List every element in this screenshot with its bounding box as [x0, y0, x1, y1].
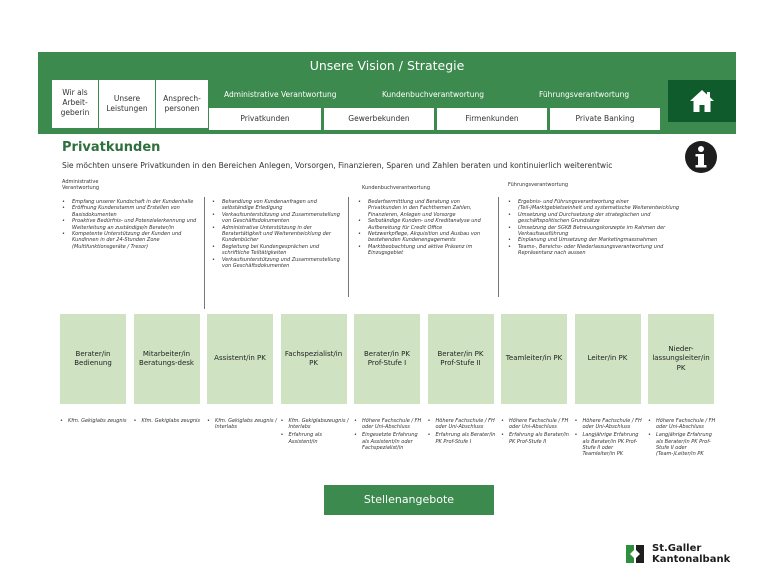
- kundenbuch-task-list: [358, 199, 486, 257]
- list-item: • Selbständige Kunden- und Kreditanalyse und Aufbereitung für Credit Office: [358, 218, 486, 231]
- role-card[interactable]: [501, 314, 567, 404]
- role-requirements: [207, 418, 277, 432]
- category-fuehrung: Führungsverantwortung: [508, 182, 569, 188]
- requirement-item: • Erfahrung als Berater/in PK Prof-Stufe II: [501, 432, 571, 444]
- role-title: Leiter/in PK: [587, 354, 628, 363]
- cell-line: Ansprech-: [163, 94, 201, 103]
- requirement-item: • Kfm. Gekiglabs zeugnis: [134, 418, 204, 424]
- logo-line: Kantonalbank: [652, 554, 731, 565]
- role-title: Teamleiter/in PK: [505, 354, 563, 363]
- role-requirements: [575, 418, 645, 459]
- list-item: • Netzwerkpflege, Akquisition und Ausbau von bestehenden Kundenengagements: [358, 231, 486, 244]
- cell-line: Unsere: [113, 94, 141, 103]
- cell-line: geberin: [60, 108, 90, 117]
- list-item: • Umsetzung und Durchsetzung der strategischen und geschäftspolitischen Grundsätze: [508, 212, 684, 225]
- fuehrung-task-list: [508, 199, 684, 257]
- requirement-item: • Höhere Fachschule / FH oder Uni-Abschluss: [575, 418, 645, 430]
- requirement-item: • Höhere Fachschule / FH oder Uni-Abschluss: [648, 418, 718, 430]
- requirement-item: • Höhere Fachschule / FH oder Uni-Abschluss: [428, 418, 498, 430]
- home-icon: [689, 88, 715, 114]
- sgkb-logo-icon: [624, 543, 646, 565]
- list-item: • Eröffnung Kundenstamm und Erstellen von Basisdokumenten: [62, 205, 197, 218]
- category-admin: Administrative Verantwortung: [62, 179, 100, 192]
- list-item: • Bedarfsermittlung und Beratung von Privatkunden in den Fachthemen Zahlen, Finanzieren, Anlegen und Vorsorge: [358, 199, 486, 218]
- list-item: • Teams-, Bereichs- oder Niederlassungsverantwortung und Repräsentanz nach aussen: [508, 244, 684, 257]
- requirement-item: • Langjährige Erfahrung als Berater/in PK Prof-Stufe II oder Teamleiter/in PK: [575, 432, 645, 457]
- requirement-item: • Kfm. Gekiglabs zeugnis: [60, 418, 130, 424]
- stellenangebote-button[interactable]: Stellenangebote: [324, 485, 494, 515]
- role-title: Nieder-lassungsleiter/in PK: [652, 344, 710, 372]
- list-item: • Marktbeobachtung und aktive Präsenz im Einzugsgebiet: [358, 244, 486, 257]
- requirement-item: • Eingesetzte Erfahrung als Assistent/in oder Fachspezialist/in: [354, 432, 424, 451]
- cell-line: personen: [164, 104, 200, 113]
- tab-privatkunden[interactable]: Privatkunden: [209, 108, 321, 130]
- section-subtitle: Sie möchten unsere Privatkunden in den Bereichen Anlegen, Vorsorgen, Finanzieren, Sparen und Zahlen beraten und kontinuierlich weiterentwic: [62, 161, 613, 170]
- requirement-item: • Erfahrung als Berater/in PK Prof-Stufe I: [428, 432, 498, 444]
- info-button[interactable]: [684, 140, 718, 174]
- role-title: Fachspezialist/in PK: [284, 349, 343, 367]
- cell-line: Arbeit-: [62, 98, 88, 107]
- list-item: • Behandlung von Kundenanfragen und selbständige Erledigung: [212, 199, 340, 212]
- role-requirements: [134, 418, 204, 426]
- admin-task-list-2: [212, 199, 340, 269]
- role-card[interactable]: [648, 314, 714, 404]
- info-icon: [684, 140, 718, 174]
- divider: [498, 197, 499, 297]
- bank-logo: [624, 543, 730, 565]
- role-requirements: [354, 418, 424, 453]
- requirement-item: • Langjährige Erfahrung als Berater/in PK Prof-Stufe II oder (Team-)Leiter/in PK: [648, 432, 718, 457]
- role-cards: [60, 314, 716, 474]
- requirement-item: • Erfahrung als Assistent/in: [281, 432, 351, 444]
- tab-gewerbekunden[interactable]: Gewerbekunden: [324, 108, 434, 130]
- requirement-item: • Kfm. Gekiglabszeugnis / Interlabs: [281, 418, 351, 430]
- list-item: • Ergebnis- und Führungsverantwortung einer (Teil-)Marktgebietseinheit und systematische Weiterentwicklung: [508, 199, 684, 212]
- nav-unsere-leistungen[interactable]: [99, 80, 155, 128]
- role-card[interactable]: [575, 314, 641, 404]
- cell-line: Leistungen: [106, 104, 148, 113]
- category-kundenbuch: Kundenbuchverantwortung: [362, 185, 431, 191]
- section-subtitle-wrap: [62, 161, 682, 170]
- page-title: Unsere Vision / Strategie: [309, 58, 465, 73]
- list-item: • Administrative Unterstützung in der Beratertätigkeit und Weiterentwicklung der Kundenbücher: [212, 225, 340, 244]
- column-kundenbuch-heading: Kundenbuchverantwortung: [382, 90, 485, 99]
- role-requirements: [281, 418, 351, 447]
- requirement-item: • Höhere Fachschule / FH oder Uni-Abschluss: [354, 418, 424, 430]
- role-title: Berater/in Bedienung: [74, 349, 112, 367]
- role-card[interactable]: [428, 314, 494, 404]
- requirement-item: • Kfm. Gekiglabs zeugnis / Interlabs: [207, 418, 277, 430]
- divider: [204, 197, 205, 309]
- section-title: Privatkunden: [62, 140, 161, 155]
- list-item: • Verkaufsunterstützung und Zusammenstellung von Geschäftsdokumenten: [212, 212, 340, 225]
- list-item: • Empfang unserer Kundschaft in der Kundenhalle: [62, 199, 197, 205]
- cell-line: Wir als: [62, 88, 88, 97]
- list-item: • Umsetzung der SGKB Betreuungskonzepte im Rahmen der Verkaufsausführung: [508, 225, 684, 238]
- list-item: • Einplanung und Umsetzung der Marketingmassnahmen: [508, 237, 684, 243]
- bank-name: [652, 543, 730, 565]
- requirement-item: • Höhere Fachschule / FH oder Uni-Abschluss: [501, 418, 571, 430]
- role-card[interactable]: [281, 314, 347, 404]
- column-admin-heading: Administrative Verantwortung: [224, 90, 337, 99]
- tab-firmenkunden[interactable]: Firmenkunden: [437, 108, 547, 130]
- role-card[interactable]: [207, 314, 273, 404]
- logo-line: St.Galler: [652, 543, 702, 554]
- list-item: • Verkaufsunterstützung und Zusammenstellung von Geschäftsdokumenten: [212, 257, 340, 270]
- list-item: • Begleitung bei Kundengesprächen und schriftliche Teiltätigkeiten: [212, 244, 340, 257]
- tab-private-banking[interactable]: Private Banking: [550, 108, 660, 130]
- column-fuehrung-heading: Führungsverantwortung: [539, 90, 630, 99]
- list-item: • Kompetente Unterstützung der Kunden und Kundinnen in der 24-Stunden Zone (Multifunktionsgeräte / Tresor): [62, 231, 197, 250]
- admin-task-list-1: [62, 199, 197, 250]
- role-title: Berater/in PK Prof-Stufe II: [437, 349, 484, 367]
- role-card[interactable]: [134, 314, 200, 404]
- nav-ansprechpersonen[interactable]: [156, 80, 208, 128]
- role-title: Assistent/in PK: [214, 354, 266, 363]
- role-title: Berater/in PK Prof-Stufe I: [364, 349, 410, 367]
- role-requirements: [648, 418, 718, 459]
- divider: [348, 197, 349, 297]
- role-card[interactable]: [60, 314, 126, 404]
- home-button[interactable]: [668, 80, 736, 122]
- list-item: • Proaktive Bedürfnis- und Potenzialerkennung und Weiterleitung an zuständige/n Berater/in: [62, 218, 197, 231]
- role-requirements: [428, 418, 498, 447]
- role-requirements: [501, 418, 571, 447]
- role-card[interactable]: [354, 314, 420, 404]
- role-title: Mitarbeiter/in Beratungs-desk: [139, 349, 194, 367]
- nav-wir-als-arbeitgeberin[interactable]: [52, 80, 98, 128]
- role-requirements: [60, 418, 130, 426]
